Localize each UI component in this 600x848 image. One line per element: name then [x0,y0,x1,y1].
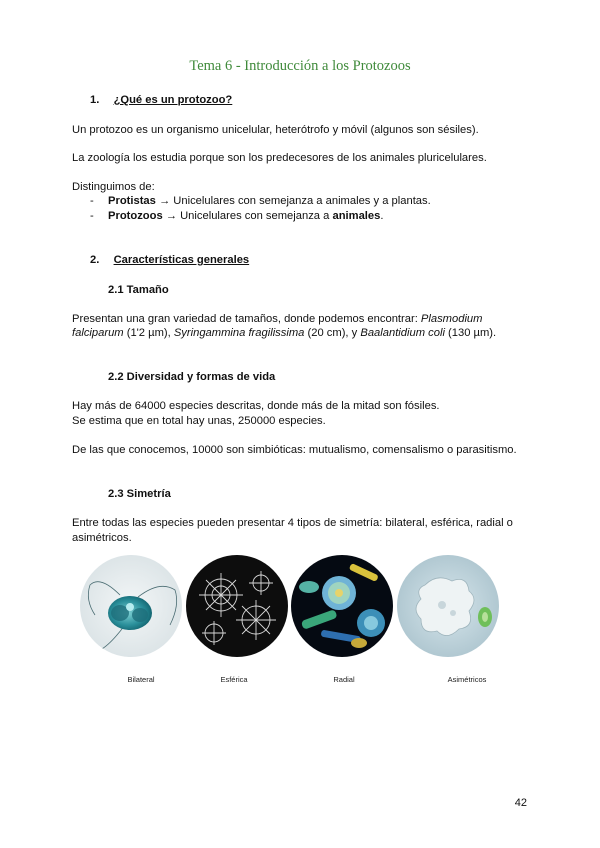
radial-micrograph [291,555,393,657]
spherical-micrograph [186,555,288,657]
paragraph: Un protozoo es un organismo unicelular, heterótrofo y móvil (algunos son sésiles). [72,124,479,136]
section-1-heading [90,94,232,106]
caption-bilateral: Bilateral [127,675,155,684]
paragraph: La zoología los estudia porque son los predecesores de los animales pluricelulares. [72,152,487,164]
caption-spherical: Esférica [220,675,248,684]
subsection-heading: 2.2 Diversidad y formas de vida [108,371,276,383]
paragraph: falciparum (1'2 µm), Syringammina fragilissima (20 cm), y Baalantidium coli (130 µm). [72,327,497,339]
caption-radial: Radial [333,675,355,684]
page-number: 42 [514,797,527,809]
page-title: Tema 6 - Introducción a los Protozoos [189,58,411,74]
paragraph: Hay más de 64000 especies descritas, donde más de la mitad son fósiles. [72,400,440,412]
section-1-title: ¿Qué es un protozoo? [113,94,233,106]
paragraph: Distinguimos de: [72,181,155,193]
subsection-heading: 2.1 Tamaño [108,284,169,296]
section-2-heading [90,254,249,266]
term: Protistas [108,195,156,207]
section-2-number: 2. [90,254,100,266]
bilateral-micrograph [80,555,182,657]
paragraph: asimétricos. [72,532,132,544]
list-item: - Protozoos → Unicelulares con semejanza a animales. [90,210,384,222]
section-1-number: 1. [90,94,100,106]
caption-asymmetric: Asimétricos [447,675,487,684]
asymmetric-micrograph [397,555,499,657]
paragraph: Presentan una gran variedad de tamaños, donde podemos encontrar: Plasmodium [72,313,483,325]
paragraph: Se estima que en total hay unas, 250000 especies. [72,415,326,427]
term: Protozoos [108,210,163,222]
section-2-title: Características generales [113,254,250,266]
list-item: - Protistas → Unicelulares con semejanza a animales y a plantas. [90,195,431,207]
paragraph: Entre todas las especies pueden presentar 4 tipos de simetría: bilateral, esférica, radial o [72,517,513,529]
subsection-heading: 2.3 Simetría [108,488,171,500]
paragraph: De las que conocemos, 10000 son simbióticas: mutualismo, comensalismo o parasitismo. [72,444,517,456]
